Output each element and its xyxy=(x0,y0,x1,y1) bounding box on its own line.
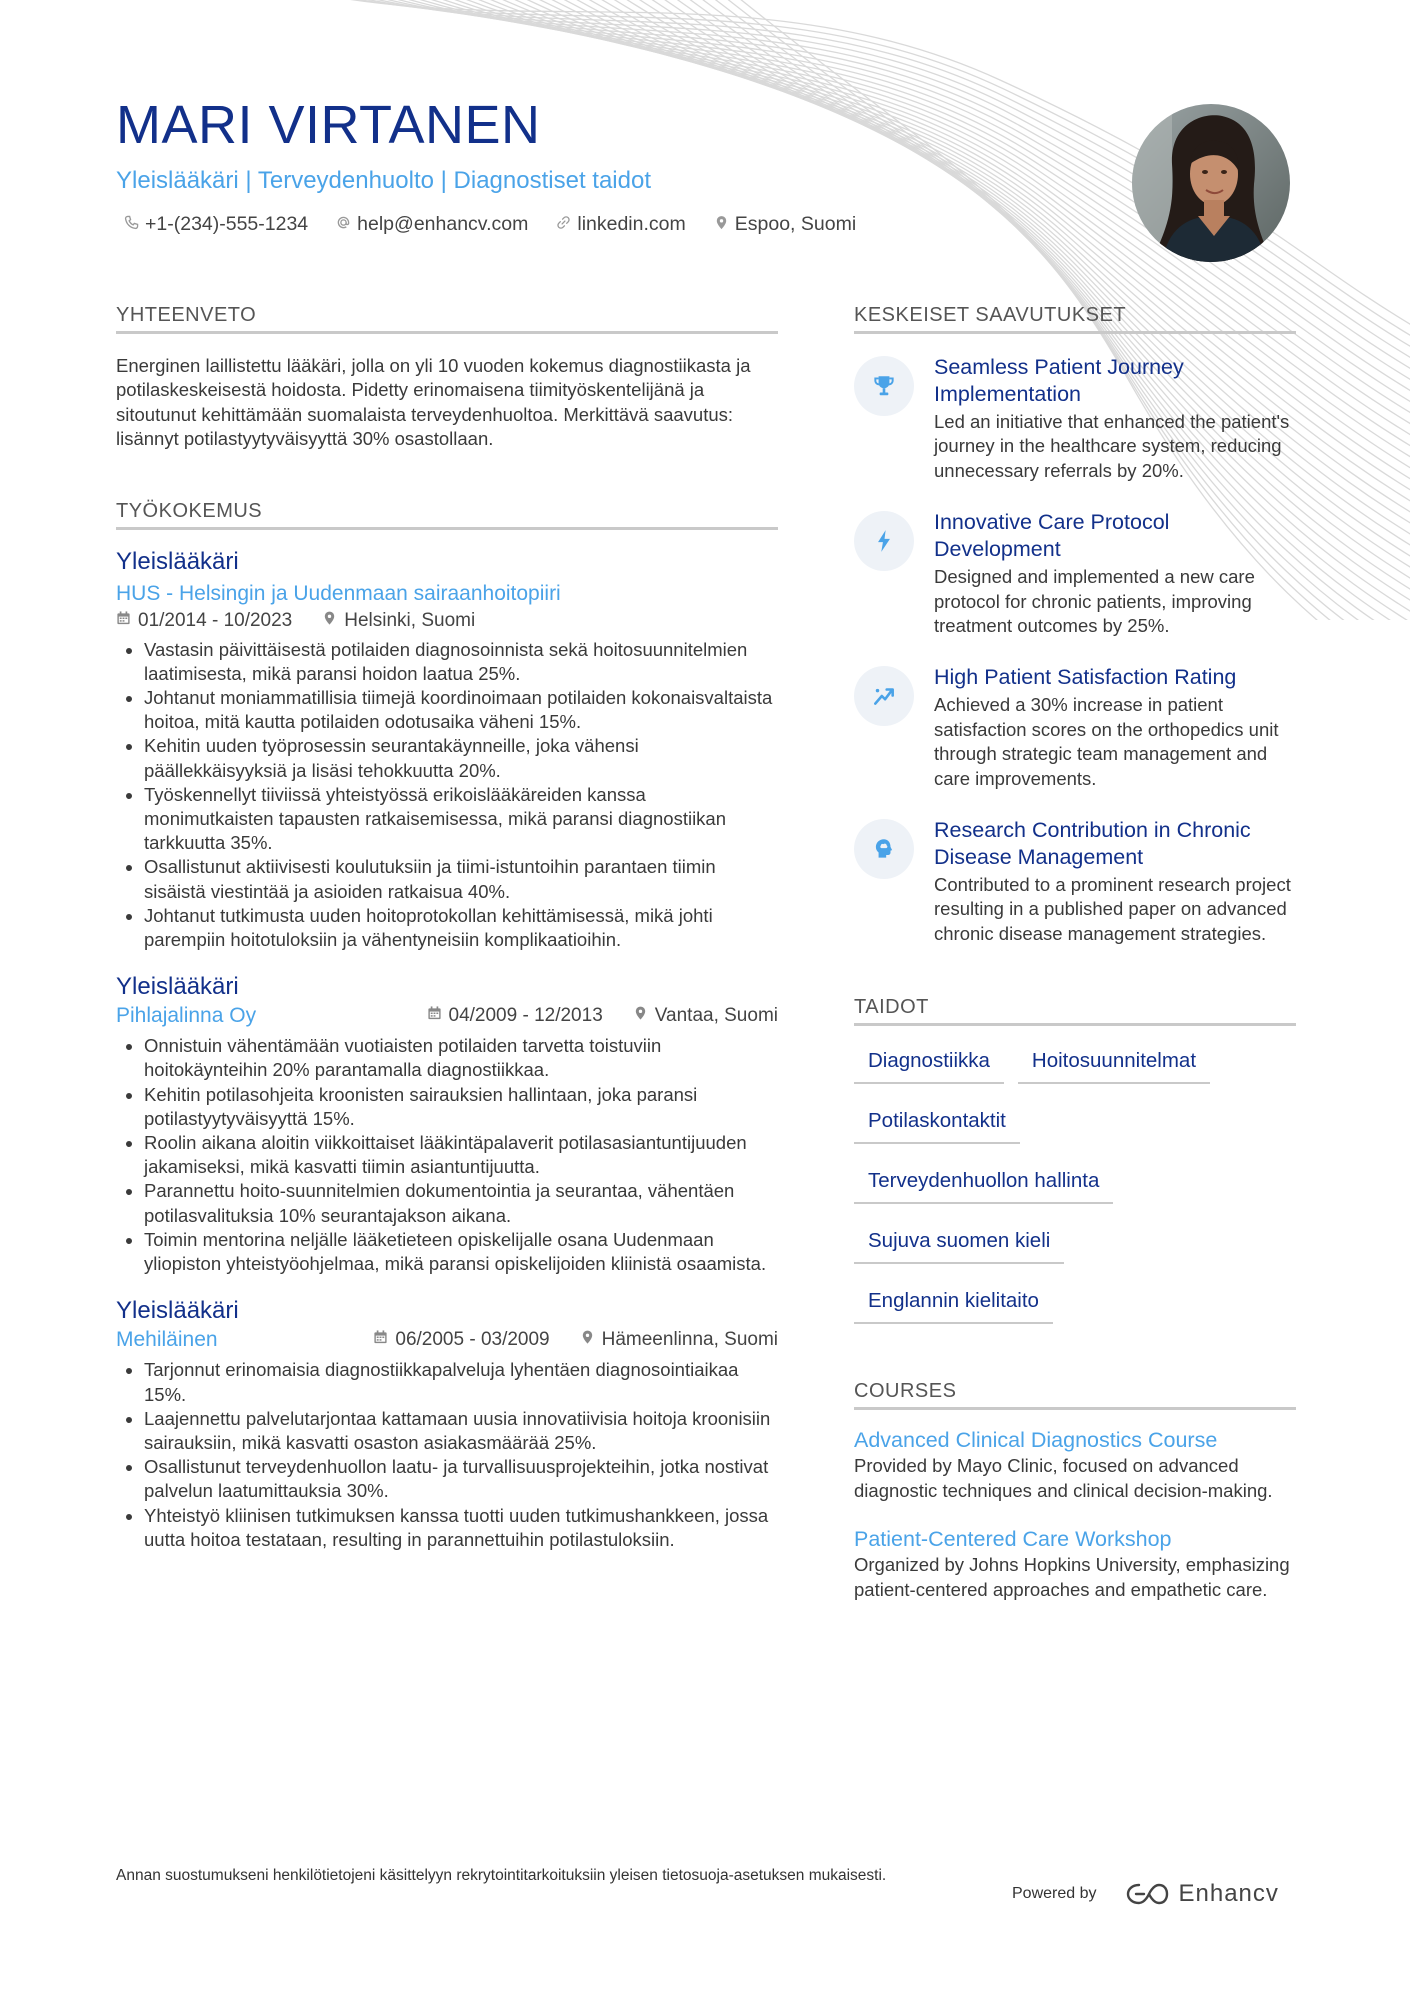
achievement-desc: Contributed to a prominent research project resulting in a published paper on advanced chronic disease management strategies. xyxy=(934,874,1291,944)
skill-tag: Potilaskontaktit xyxy=(854,1102,1020,1144)
job-bullet: • Johtanut tutkimusta uuden hoitoprotokollan kehittämisessä, mikä johti parempiin hoitotuloksiin ja vähentyneisiin komplikaatioihin. xyxy=(144,904,778,952)
calendar-icon xyxy=(373,1327,388,1353)
job-title: Yleislääkäri xyxy=(116,1297,239,1325)
contact-location-text: Espoo, Suomi xyxy=(734,213,857,235)
job-bullet: • Yhteistyö kliinisen tutkimuksen kanssa tuotti uuden tutkimushankkeen, jossa uutta hoitoa testataan, resulting in parannettuihin potilastuloksiin. xyxy=(144,1504,778,1552)
skills-list xyxy=(854,1042,1296,1324)
achievement-desc: Designed and implemented a new care protocol for chronic patients, improving treatment outcomes by 25%. xyxy=(934,566,1255,637)
location-pin-icon xyxy=(714,213,729,236)
achievement-body xyxy=(934,817,1296,946)
job-title: Yleislääkäri xyxy=(116,973,239,1001)
achievement-item xyxy=(854,509,1296,638)
contact-phone[interactable] xyxy=(124,213,308,236)
job-bullet: • Osallistunut aktiivisesti koulutuksiin ja tiimi-istuntoihin parantaen tiimin sisäistä viestintää ja asioiden ratkaisua 40%. xyxy=(144,855,778,903)
job-location-text: Helsinki, Suomi xyxy=(344,609,476,631)
at-icon xyxy=(336,213,351,236)
achievement-title: High Patient Satisfaction Rating xyxy=(934,665,1237,690)
brand-logo xyxy=(1125,1880,1279,1908)
achievement-item xyxy=(854,354,1296,483)
achievement-body xyxy=(934,354,1296,483)
job-bullets xyxy=(116,1034,778,1276)
job-meta xyxy=(116,608,778,634)
job-dates-text: 06/2005 - 03/2009 xyxy=(395,1329,550,1351)
profile-photo xyxy=(1132,104,1290,262)
achievement-title: Innovative Care Protocol Development xyxy=(934,510,1170,562)
course-title: Patient-Centered Care Workshop xyxy=(854,1527,1172,1552)
job-bullet: • Työskennellyt tiiviissä yhteistyössä erikoislääkäreiden kanssa monimutkaisten tapausten ratkaisemisessa, mikä paransi diagnostiikan tarkkuutta 35%. xyxy=(144,783,778,856)
achievement-title: Research Contribution in Chronic Disease Management xyxy=(934,818,1251,870)
job-dates xyxy=(427,1003,603,1029)
job-entry xyxy=(116,972,778,1276)
course-title: Advanced Clinical Diagnostics Course xyxy=(854,1428,1218,1453)
job-bullet: • Osallistunut terveydenhuollon laatu- ja turvallisuusprojekteihin, jotka nostivat palvelun laatumittauksia 30%. xyxy=(144,1455,778,1503)
achievement-body xyxy=(934,664,1296,791)
skill-tag: Terveydenhuollon hallinta xyxy=(854,1162,1113,1204)
summary-heading: YHTEENVETO xyxy=(116,304,778,334)
job-dates-text: 04/2009 - 12/2013 xyxy=(448,1005,603,1027)
job-bullet: • Kehitin potilasohjeita kroonisten sairauksien hallintaan, joka paransi potilastyytyväisyyttä 15%. xyxy=(144,1083,778,1131)
calendar-icon xyxy=(116,608,131,634)
left-column xyxy=(116,304,778,1552)
course-item xyxy=(854,1426,1296,1503)
brain-head-icon xyxy=(854,819,914,879)
achievement-desc: Achieved a 30% increase in patient satisfaction scores on the orthopedics unit through strategic team management and care improvements. xyxy=(934,694,1279,789)
skills-section xyxy=(854,996,1296,1324)
job-dates-text: 01/2014 - 10/2023 xyxy=(138,609,293,631)
job-entry xyxy=(116,547,778,953)
consent-notice: Annan suostumukseni henkilötietojeni käsittelyyn rekrytointitarkoituksiin yleisen tietosuoja-asetuksen mukaisesti. xyxy=(116,1867,887,1884)
achievement-desc: Led an initiative that enhanced the patient's journey in the healthcare system, reducing unnecessary referrals by 20%. xyxy=(934,411,1290,481)
skill-tag: Hoitosuunnitelmat xyxy=(1018,1042,1210,1084)
skill-tag: Diagnostiikka xyxy=(854,1042,1004,1084)
contact-linkedin[interactable] xyxy=(556,213,685,236)
contact-location xyxy=(714,213,856,236)
job-bullet: • Roolin aikana aloitin viikkoittaiset lääkintäpalaverit potilasasiantuntijuuden jakamiseksi, mikä kasvatti tiimin asiantuntijuutta. xyxy=(144,1131,778,1179)
summary-text: Energinen laillistettu lääkäri, jolla on yli 10 vuoden kokemus diagnostiikasta ja potilaskeskeisestä hoidosta. Pidetty erinomaisena tiimityöskentelijänä ja sitoutunut kehittämään suomalaista terveydenhuoltoa. Merkittävä saavutus: lisännyt potilastyytyväisyyttä 30% osastollaan. xyxy=(116,355,751,450)
job-bullets xyxy=(116,1358,778,1552)
job-company: HUS - Helsingin ja Uudenmaan sairaanhoitopiiri xyxy=(116,581,561,605)
achievements-heading: KESKEISET SAAVUTUKSET xyxy=(854,304,1296,334)
job-bullets xyxy=(116,638,778,953)
job-bullet: • Kehitin uuden työprosessin seurantakäynneille, joka vähensi päällekkäisyyksiä ja lisäsi tehokkuutta 20%. xyxy=(144,734,778,782)
summary-section xyxy=(116,304,778,452)
course-desc: Organized by Johns Hopkins University, emphasizing patient-centered approaches and empathetic care. xyxy=(854,1554,1290,1600)
contact-email[interactable] xyxy=(336,213,528,236)
job-bullet: • Toimin mentorina neljälle lääketieteen opiskelijalle osana Uudenmaan yliopiston yhteistyöohjelmaa, mikä paransi opiskelijoiden kliinistä osaamista. xyxy=(144,1228,778,1276)
job-dates xyxy=(373,1327,549,1353)
job-entry xyxy=(116,1296,778,1552)
achievement-title: Seamless Patient Journey Implementation xyxy=(934,355,1184,406)
skill-tag: Sujuva suomen kieli xyxy=(854,1222,1064,1264)
job-dates xyxy=(116,608,292,634)
job-company-row xyxy=(116,1002,778,1030)
trophy-icon xyxy=(854,356,914,416)
courses-heading: COURSES xyxy=(854,1380,1296,1410)
experience-section xyxy=(116,500,778,1552)
powered-by-label: Powered by xyxy=(1012,1885,1097,1902)
contact-linkedin-text: linkedin.com xyxy=(577,213,686,235)
course-item xyxy=(854,1525,1296,1602)
right-column xyxy=(854,304,1296,1602)
skill-tag: Englannin kielitaito xyxy=(854,1282,1053,1324)
job-meta xyxy=(427,1003,778,1029)
calendar-icon xyxy=(427,1003,442,1029)
experience-heading: TYÖKOKEMUS xyxy=(116,500,778,530)
job-location xyxy=(633,1003,778,1029)
job-company: Pihlajalinna Oy xyxy=(116,1004,257,1028)
brand-name: Enhancv xyxy=(1178,1880,1279,1907)
lightning-icon xyxy=(854,511,914,571)
achievement-item xyxy=(854,817,1296,946)
powered-by[interactable] xyxy=(1012,1880,1279,1908)
candidate-name: MARI VIRTANEN xyxy=(116,95,541,155)
job-company-row xyxy=(116,1326,778,1354)
job-bullet: • Vastasin päivittäisestä potilaiden diagnosoinnista sekä hoitosuunnitelmien laatimisesta, mikä paransi hoidon laatua 25%. xyxy=(144,638,778,686)
contact-email-text: help@enhancv.com xyxy=(357,213,529,235)
location-pin-icon xyxy=(322,608,337,634)
job-bullet: • Parannettu hoito-suunnitelmien dokumentointia ja seurantaa, vähentäen potilasvalituksia 10% seurantajakson aikana. xyxy=(144,1179,778,1227)
location-pin-icon xyxy=(580,1327,595,1353)
job-bullet: • Tarjonnut erinomaisia diagnostiikkapalveluja lyhentäen diagnosointiaikaa 15%. xyxy=(144,1358,778,1406)
job-meta xyxy=(373,1327,778,1353)
candidate-subtitle: Yleislääkäri | Terveydenhuolto | Diagnostiset taidot xyxy=(116,167,651,194)
job-title: Yleislääkäri xyxy=(116,547,239,575)
link-icon xyxy=(556,213,571,236)
achievements-section xyxy=(854,304,1296,946)
job-location xyxy=(580,1327,778,1353)
job-bullet: • Laajennettu palvelutarjontaa kattamaan uusia innovatiivisia hoitoja kroonisiin sairauksiin, mikä kasvatti osaston asiakasmäärää 25%. xyxy=(144,1407,778,1455)
contact-row xyxy=(124,213,856,236)
courses-section xyxy=(854,1380,1296,1602)
achievement-item xyxy=(854,664,1296,791)
course-desc: Provided by Mayo Clinic, focused on advanced diagnostic techniques and clinical decision-making. xyxy=(854,1455,1273,1501)
job-location-text: Vantaa, Suomi xyxy=(654,1005,778,1027)
skills-heading: TAIDOT xyxy=(854,996,1296,1026)
job-company: Mehiläinen xyxy=(116,1328,218,1352)
job-bullet: • Johtanut moniammatillisia tiimejä koordinoimaan potilaiden kokonaisvaltaista hoitoa, mitä kautta potilaiden odotusaika väheni 15%. xyxy=(144,686,778,734)
location-pin-icon xyxy=(633,1003,648,1029)
contact-phone-text: +1-(234)-555-1234 xyxy=(145,213,309,235)
achievement-body xyxy=(934,509,1296,638)
phone-icon xyxy=(124,213,139,236)
chart-arrow-icon xyxy=(854,666,914,726)
job-location-text: Hämeenlinna, Suomi xyxy=(601,1329,778,1351)
job-location xyxy=(322,608,475,634)
enhancv-logo-icon xyxy=(1125,1881,1169,1907)
job-bullet: • Onnistuin vähentämään vuotiaisten potilaiden tarvetta toistuviin hoitokäynteihin 20% parantamalla diagnostiikkaa. xyxy=(144,1034,778,1082)
